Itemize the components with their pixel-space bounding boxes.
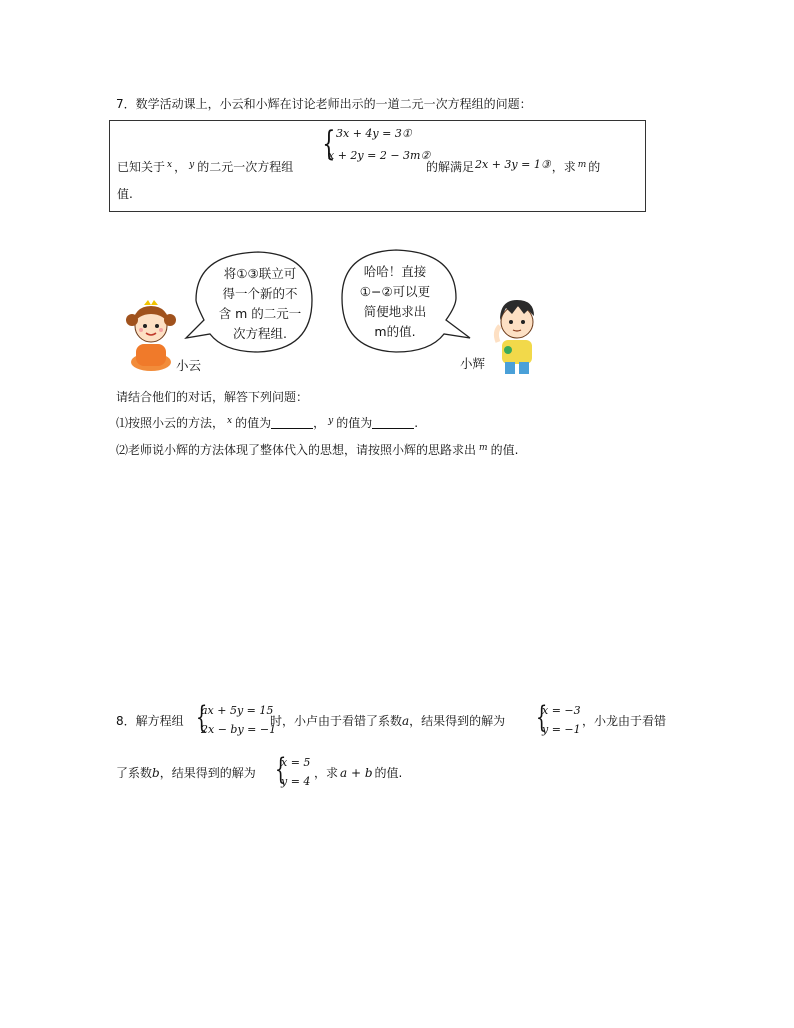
box-text-2 [426,158,600,175]
q7-prompt: 请结合他们的对话，解答下列问题： [116,390,309,404]
sub2-text-a: ⑵老师说小辉的方法体现了整体代入的思想，请按照小辉的思路求出 [116,443,477,457]
bubble-left-line2: 得一个新的不 [222,286,298,301]
q8-text-e: 了系数 [116,766,153,780]
q8-text-g: ，求 [314,766,339,780]
name-right: 小辉 [460,356,486,371]
box-part1: 已知关于 [117,160,166,174]
var-m: m [577,160,587,170]
girl-illustration [118,300,184,372]
q8-expr: a + b [340,766,373,780]
sub1-text-e: . [414,416,419,430]
q8-line1-mid [270,712,505,729]
bubble-right-line1: 哈哈！直接 [363,264,427,279]
q8-solution1-eq2: y = −1 [542,723,581,736]
sub1-text-a: ⑴按照小云的方法， [116,416,225,430]
bubble-left-line1: 将①③联立可 [223,266,297,281]
q8-line2 [116,764,256,781]
q7-sub1 [116,414,418,431]
q8-text-h: 的值. [374,766,403,780]
q8-solution1-brace: { [535,700,548,735]
q8-solution2-brace: { [274,752,287,787]
bubble-left-line4: 次方程组. [233,326,287,341]
sub1-text-c: ， [313,416,326,430]
q8-var-a: a [402,714,410,728]
q8-text-f: ，结果得到的解为 [159,766,256,780]
box-text-1 [117,158,293,175]
sub2-var-m: m [479,443,488,453]
q7-intro: 7．数学活动课上，小云和小辉在讨论老师出示的一道二元一次方程组的问题： [116,97,532,111]
q8-text-a: 8．解方程组 [116,714,184,728]
q8-line2-end [314,764,402,781]
bubble-left-line3: 含 m 的二元一 [218,306,302,321]
problem-box [109,120,646,212]
condition-eq: 2x + 3y = 1③ [475,158,551,171]
q8-system-eq1: ax + 5y = 15 [201,704,274,717]
system-eq2: x + 2y = 2 − 3m② [328,149,431,162]
box-part4: ，求 [551,160,576,174]
q8-line1 [116,712,184,729]
boy-illustration [488,292,548,376]
bubble-right-line2: ①−②可以更 [359,284,431,299]
q8-system-brace: { [195,700,208,735]
bubble-left-text [213,264,307,344]
q7-sub2 [116,441,518,458]
bubble-right-line3: 简便地求出 [363,304,427,319]
answer-blank-x[interactable] [271,416,313,429]
q8-text-b: 时，小卢由于看错了系数 [270,714,403,728]
q8-solution2-eq2: y = 4 [281,775,311,788]
bubble-right-text [348,262,442,342]
q8-system-eq2: 2x − by = −1 [201,723,277,736]
q8-text-c: ，结果得到的解为 [409,714,506,728]
box-part2: 的二元一次方程组 [197,160,294,174]
name-left: 小云 [176,358,202,373]
box-line2: 值. [117,187,133,201]
system-eq1: 3x + 4y = 3① [336,127,412,140]
q8-solution2-eq1: x = 5 [281,756,311,769]
sub1-text-b: 的值为 [235,416,272,430]
var-x: x [167,160,173,170]
q8-solution1-eq1: x = −3 [542,704,581,717]
bubble-right-line4: m的值. [374,324,416,339]
sub2-text-b: 的值. [490,443,519,457]
box-part3: 的解满足 [426,160,475,174]
box-part5: 的 [588,160,601,174]
sub1-var-y: y [328,416,334,426]
answer-blank-y[interactable] [372,416,414,429]
sub1-var-x: x [227,416,233,426]
var-y: y [189,160,195,170]
system-brace: { [322,124,336,164]
q8-var-b: b [152,766,160,780]
box-comma: ， [174,160,187,174]
q8-line1-end: ，小龙由于看错 [582,714,667,728]
sub1-text-d: 的值为 [336,416,373,430]
